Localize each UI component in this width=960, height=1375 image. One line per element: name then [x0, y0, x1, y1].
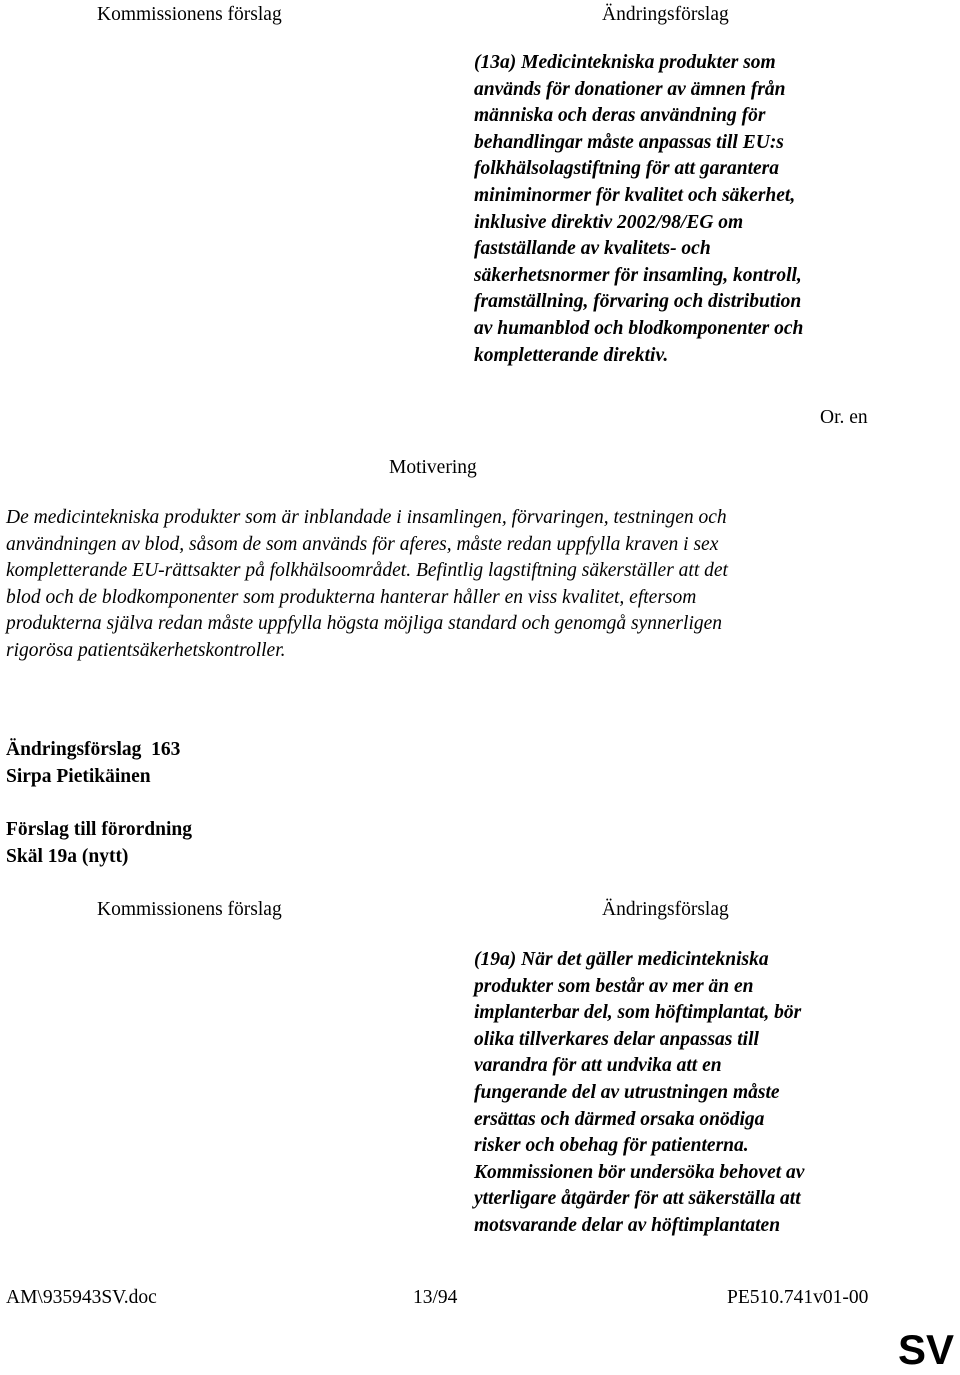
- amendment-text-19a: [474, 947, 914, 1240]
- amendment-line: av humanblod och blodkomponenter och: [474, 317, 804, 339]
- amendment-line: (13a) Medicintekniska produkter som: [474, 52, 776, 73]
- amendment-number: Ändringsförslag 163: [6, 739, 181, 760]
- amendment-line: människa och deras användning för: [474, 105, 766, 127]
- justification-line: rigorösa patientsäkerhetskontroller.: [6, 639, 286, 661]
- amendment-line: framställning, förvaring och distribution: [474, 291, 802, 313]
- amendment-line: säkerhetsnormer för insamling, kontroll,: [474, 264, 802, 286]
- justification-line: kompletterande EU-rättsakter på folkhälsoområdet. Befintlig lagstiftning säkerställer att det: [6, 560, 728, 582]
- amendment-line: (19a) När det gäller medicintekniska: [474, 949, 769, 970]
- footer-language-code: SV: [898, 1326, 955, 1373]
- column-heading-amendment: Ändringsförslag: [602, 899, 729, 920]
- amendment-line: motsvarande delar av höftimplantaten: [474, 1214, 781, 1236]
- amendment-author: Sirpa Pietikäinen: [6, 765, 151, 787]
- amendment-line: olika tillverkares delar anpassas till: [474, 1028, 759, 1050]
- justification-text: [6, 505, 956, 665]
- amendment-line: fastställande av kvalitets- och: [474, 238, 711, 260]
- amendment-text-13a: [474, 50, 914, 369]
- amendment-line: risker och obehag för patienterna.: [474, 1135, 749, 1157]
- amendment-line: miniminormer för kvalitet och säkerhet,: [474, 184, 796, 206]
- amendment-header: [6, 737, 180, 790]
- justification-line: De medicintekniska produkter som är inblandade i insamlingen, förvaringen, testningen och: [6, 507, 727, 528]
- amendment-line: används för donationer av ämnen från: [474, 78, 786, 100]
- amendment-target: [6, 817, 192, 870]
- amendment-line: ersättas och därmed orsaka onödiga: [474, 1108, 765, 1130]
- justification-line: produkterna själva redan måste uppfylla högsta möjliga standard och genomgå synnerligen: [6, 613, 723, 635]
- column-heading-commission: Kommissionens förslag: [97, 899, 282, 920]
- amendment-line: kompletterande direktiv.: [474, 344, 669, 366]
- amendment-line: Kommissionen bör undersöka behovet av: [474, 1161, 805, 1183]
- original-language: Or. en: [820, 407, 868, 428]
- justification-line: användningen av blod, såsom de som används för aferes, måste redan uppfylla kraven i sex: [6, 533, 719, 555]
- amendment-line: implanterbar del, som höftimplantat, bör: [474, 1002, 802, 1024]
- recital-reference: Skäl 19a (nytt): [6, 845, 129, 867]
- column-heading-amendment: Ändringsförslag: [602, 4, 729, 25]
- amendment-line: behandlingar måste anpassas till EU:s: [474, 131, 784, 153]
- amendment-line: fungerande del av utrustningen måste: [474, 1081, 780, 1103]
- amendment-line: folkhälsolagstiftning för att garantera: [474, 158, 780, 180]
- proposal-title: Förslag till förordning: [6, 819, 192, 840]
- justification-title: Motivering: [389, 457, 477, 478]
- amendment-line: varandra för att undvika att en: [474, 1055, 722, 1077]
- justification-line: blod och de blodkomponenter som produkterna hanterar håller en viss kvalitet, eftersom: [6, 586, 697, 608]
- amendment-line: produkter som består av mer än en: [474, 975, 754, 997]
- footer-page-number: 13/94: [413, 1287, 458, 1308]
- footer-document-reference: AM\935943SV.doc: [6, 1287, 157, 1308]
- amendment-line: inklusive direktiv 2002/98/EG om: [474, 211, 744, 233]
- amendment-line: ytterligare åtgärder för att säkerställa att: [474, 1188, 801, 1210]
- column-heading-commission: Kommissionens förslag: [97, 4, 282, 25]
- footer-pe-reference: PE510.741v01-00: [727, 1287, 869, 1308]
